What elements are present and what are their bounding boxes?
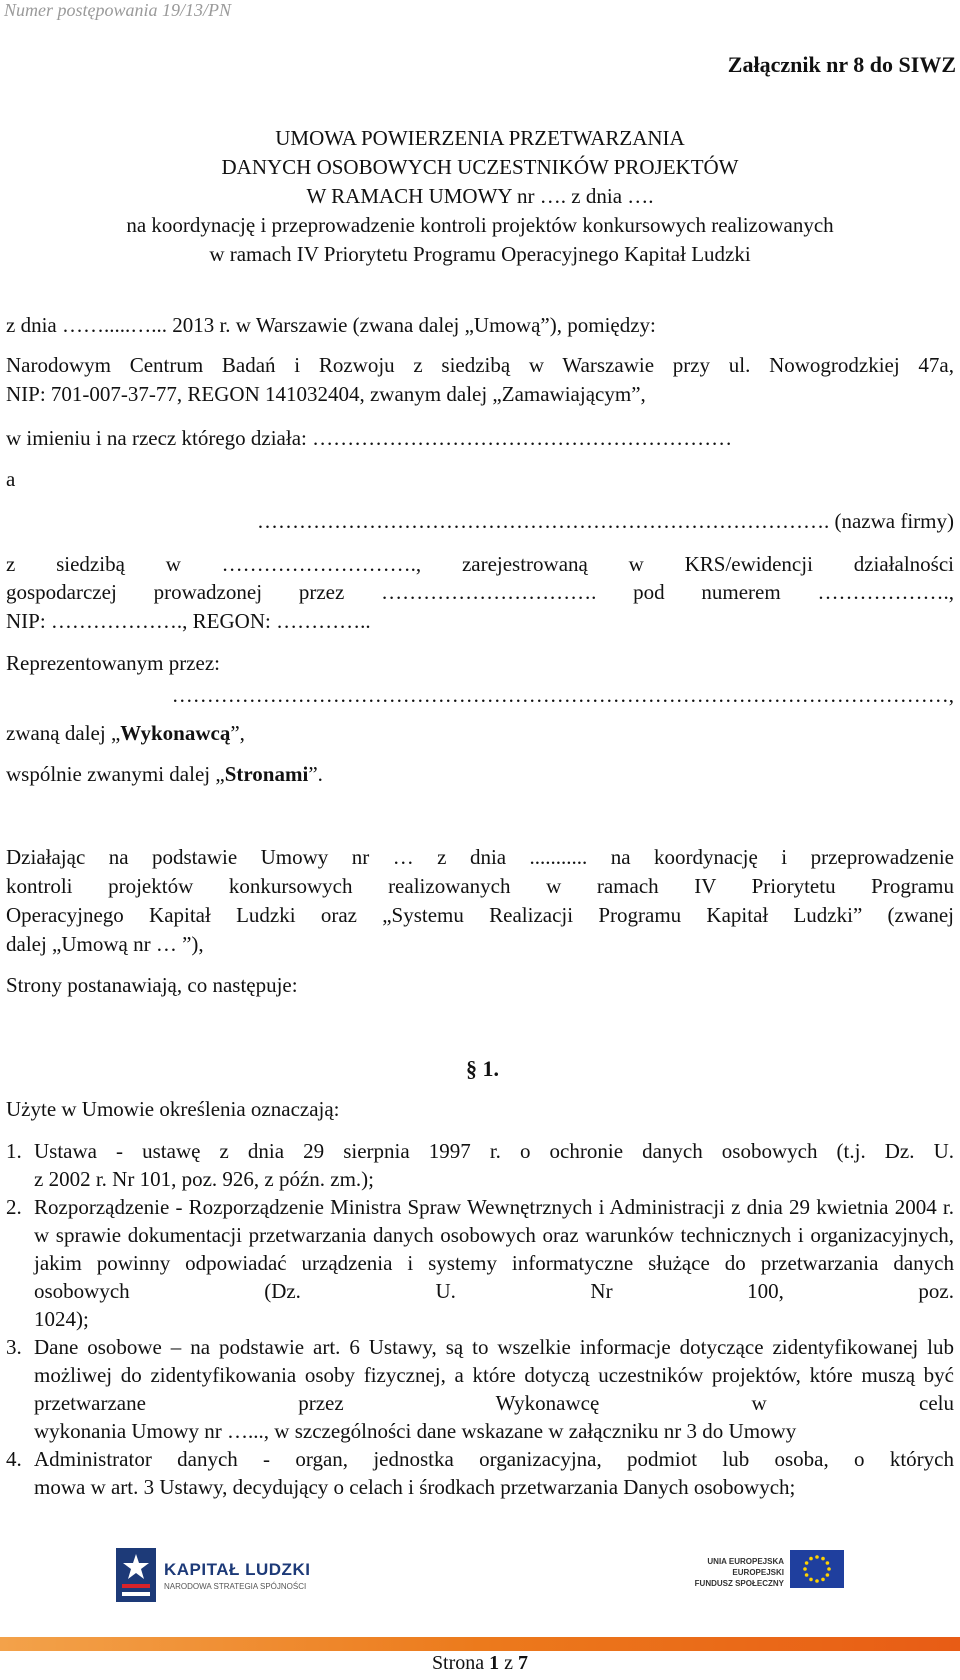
seat-line: gospodarczej prowadzonej przez …………………………. pod numerem ………………., (6, 580, 954, 604)
item-number: 1. (6, 1139, 22, 1163)
seat-line: z siedzibą w ………………………., zarejestrowaną w KRS/ewidencji działalności (6, 552, 954, 576)
item-number: 2. (6, 1195, 22, 1219)
represented-dots: …………………………………………………………………………………………………, (171, 683, 954, 707)
parties-suffix: ”. (308, 762, 323, 786)
preamble-line: dalej „Umową nr … ”), (6, 932, 204, 956)
item-text-end: 1024); (34, 1307, 89, 1331)
preamble-closing: Strony postanawiają, co następuje: (6, 973, 298, 997)
item-text: Ustawa - ustawę z dnia 29 sierpnia 1997 r. o ochronie danych osobowych (t.j. Dz. U. (34, 1139, 954, 1163)
kapital-ludzki-emblem-icon (116, 1548, 156, 1602)
title-line: UMOWA POWIERZENIA PRZETWARZANIA (275, 126, 685, 150)
page-prefix: Strona (431, 1652, 490, 1674)
item-text: Rozporządzenie - Rozporządzenie Ministra Spraw Wewnętrznych i Administracji z dnia 29 kwietnia 2004 r. w sprawie dokumentacji przetwarzania danych osobowych oraz warunków technicznych i organizacyjnych, jakim powinny odpowiadać urządzenia i systemy informatyczne służące do przetwarzania danych osobowych (Dz. U. Nr 100, poz. (34, 1195, 954, 1303)
represented-label: Reprezentowanym przez: (6, 651, 220, 675)
eu-text (688, 1556, 784, 1589)
company-name-line: ………………………………………………………………………. (nazwa firmy) (256, 509, 954, 533)
title-line: na koordynację i przeprowadzenie kontroli projektów konkursowych realizowanych (126, 213, 834, 237)
seat-line: NIP: ………………., REGON: ………….. (6, 609, 371, 633)
behalf-line: w imieniu i na rzecz którego działa: …………………………………………………… (6, 426, 733, 450)
document-title (0, 124, 960, 269)
kapital-ludzki-title: KAPITAŁ LUDZKI (164, 1560, 311, 1579)
parties-prefix: wspólnie zwanymi dalej „ (6, 762, 225, 786)
definition-item (6, 1445, 954, 1501)
ncbr-line: Narodowym Centrum Badań i Rozwoju z siedzibą w Warszawie przy ul. Nowogrodzkiej 47a, (6, 353, 954, 377)
preamble-line: Operacyjnego Kapitał Ludzki oraz „Systemu Realizacji Programu Kapitał Ludzki” (zwanej (6, 903, 954, 927)
definition-item (6, 1137, 954, 1193)
preamble-line: Działając na podstawie Umowy nr … z dnia ........... na koordynację i przeprowadzenie (6, 845, 954, 869)
contractor-prefix: zwaną dalej „ (6, 721, 121, 745)
section-heading: § 1. (466, 1056, 499, 1081)
page-current: 1 (489, 1652, 500, 1674)
eu-line: UNIA EUROPEJSKA (707, 1557, 784, 1566)
title-line: DANYCH OSOBOWYCH UCZESTNIKÓW PROJEKTÓW (221, 155, 739, 179)
ncbr-line: NIP: 701-007-37-77, REGON 141032404, zwanym dalej „Zamawiającym”, (6, 382, 646, 406)
item-number: 3. (6, 1335, 22, 1359)
eu-line: FUNDUSZ SPOŁECZNY (694, 1579, 784, 1588)
definition-item (6, 1333, 954, 1445)
item-text-end: mowa w art. 3 Ustawy, decydujący o celach i środkach przetwarzania Danych osobowych; (34, 1475, 796, 1499)
eu-flag-icon (790, 1550, 844, 1588)
eu-logo (688, 1548, 848, 1604)
and-word: a (6, 467, 16, 491)
kapital-ludzki-subtitle: NARODOWA STRATEGIA SPÓJNOŚCI (164, 1582, 307, 1591)
item-text-end: wykonania Umowy nr …..., w szczególności dane wskazane w załączniku nr 3 do Umowy (34, 1419, 797, 1443)
title-line: W RAMACH UMOWY nr …. z dnia …. (306, 184, 654, 208)
definition-item (6, 1193, 954, 1333)
item-text: Administrator danych - organ, jednostka organizacyjna, podmiot lub osoba, o których (34, 1447, 954, 1471)
page-number (0, 1652, 960, 1675)
item-text: Dane osobowe – na podstawie art. 6 Ustawy, są to wszelkie informacje dotyczące zidentyfikowanej lub możliwej do zidentyfikowania osoby fizycznej, a które dotyczą uczestników projektów, które muszą być przetwarzane przez Wykonawcę w celu (34, 1335, 954, 1415)
date-line: z dnia …….....…... 2013 r. w Warszawie (zwana dalej „Umową”), pomiędzy: (6, 313, 656, 337)
item-text-end: z 2002 r. Nr 101, poz. 926, z późn. zm.); (34, 1167, 375, 1191)
contractor-name: Wykonawcą (120, 721, 231, 745)
attachment-label: Załącznik nr 8 do SIWZ (727, 52, 956, 77)
title-line: w ramach IV Priorytetu Programu Operacyjnego Kapitał Ludzki (209, 242, 751, 266)
definitions-list (6, 1137, 954, 1501)
eu-line: EUROPEJSKI (732, 1568, 784, 1577)
item-number: 4. (6, 1447, 22, 1471)
page-total: 7 (518, 1652, 529, 1674)
kapital-ludzki-logo (116, 1548, 396, 1604)
parties-name: Stronami (224, 762, 309, 786)
preamble-line: kontroli projektów konkursowych realizowanych w ramach IV Priorytetu Programu (6, 874, 954, 898)
page-mid: z (499, 1652, 519, 1674)
contractor-suffix: ”, (230, 721, 245, 745)
footer-bar (0, 1637, 960, 1651)
section-intro: Użyte w Umowie określenia oznaczają: (6, 1097, 340, 1121)
procedure-number: Numer postępowania 19/13/PN (4, 0, 232, 20)
contractor-line (6, 719, 954, 748)
parties-line (6, 760, 954, 789)
